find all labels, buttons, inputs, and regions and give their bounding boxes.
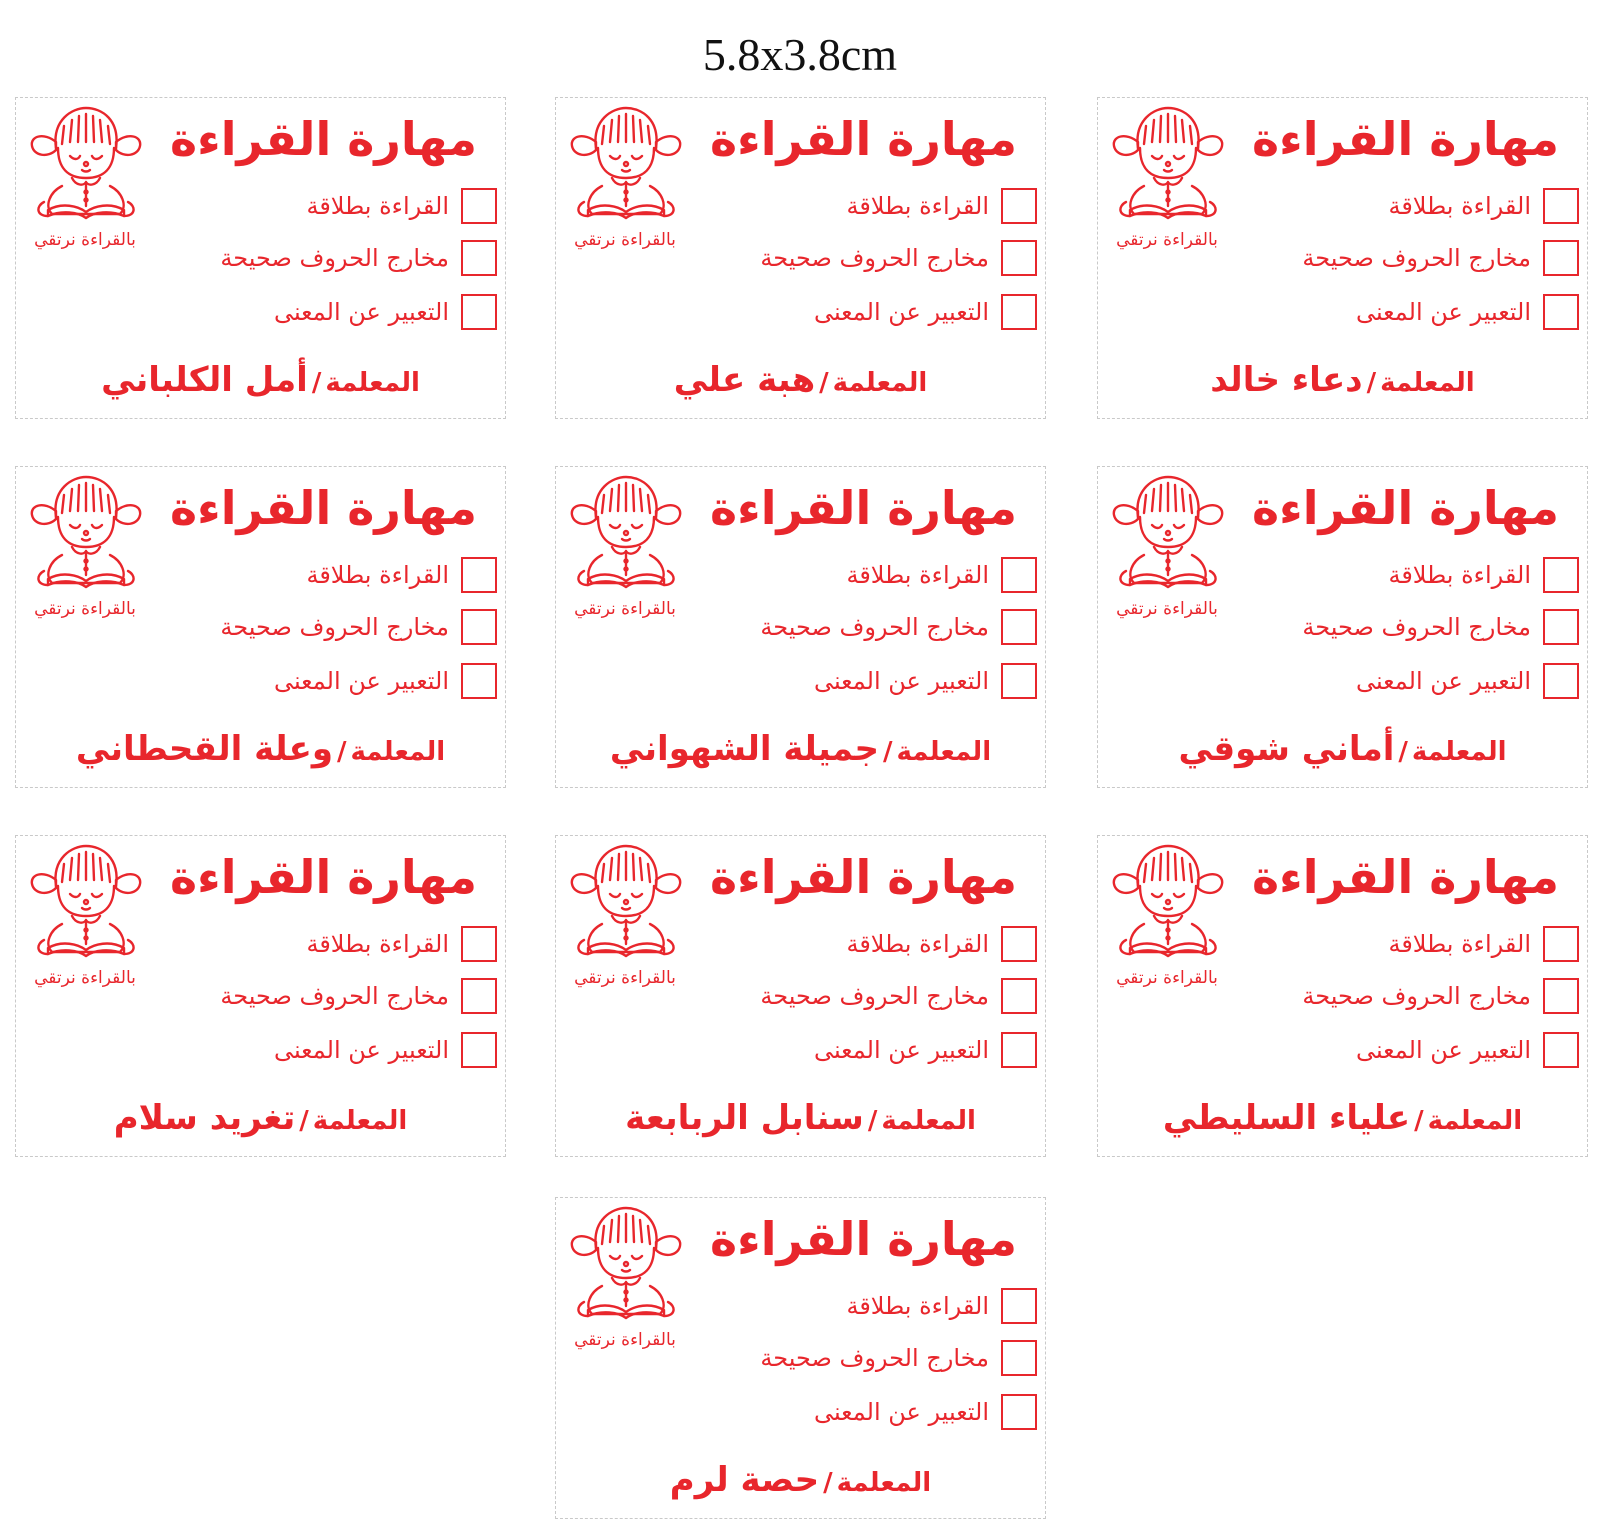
teacher-line [556,1460,1045,1506]
checklist-item-pronunciation [1302,238,1579,278]
motto-text: بالقراءة نرتقي [574,599,676,619]
stamp-card[interactable] [1097,97,1588,419]
item-label: التعبير عن المعنى [813,1398,989,1426]
checkbox[interactable] [1001,1288,1037,1324]
motto-text: بالقراءة نرتقي [574,1330,676,1350]
item-label: التعبير عن المعنى [813,298,989,326]
motto-text: بالقراءة نرتقي [574,968,676,988]
checkbox[interactable] [461,294,497,330]
item-label: التعبير عن المعنى [813,1036,989,1064]
item-label: مخارج الحروف صحيحة [220,613,449,641]
checklist-item-fluency [306,186,497,226]
item-label: مخارج الحروف صحيحة [760,244,989,272]
teacher-separator: / [311,368,322,398]
teacher-label: المعلمة [325,368,420,398]
item-label: مخارج الحروف صحيحة [220,244,449,272]
checkbox[interactable] [1543,188,1579,224]
stamp-title: مهارة القراءة [170,112,477,166]
stamp-title: مهارة القراءة [710,112,1017,166]
item-label: مخارج الحروف صحيحة [760,1344,989,1372]
teacher-separator: / [299,1106,309,1136]
checklist-item-pronunciation [220,607,497,647]
teacher-line [1098,1098,1587,1144]
item-label: القراءة بطلاقة [306,930,449,958]
teacher-name: علياء السليطي [1162,1098,1411,1138]
checkbox[interactable] [461,663,497,699]
checkbox[interactable] [1001,557,1037,593]
item-label: القراءة بطلاقة [306,192,449,220]
item-label: التعبير عن المعنى [1355,1036,1531,1064]
checkbox[interactable] [1001,1340,1037,1376]
item-label: التعبير عن المعنى [273,298,449,326]
checkbox[interactable] [1001,663,1037,699]
stamp-title: مهارة القراءة [710,481,1017,535]
checklist-item-fluency [846,186,1037,226]
item-label: القراءة بطلاقة [846,192,989,220]
motto-text: بالقراءة نرتقي [1116,599,1218,619]
checklist-item-fluency [846,1286,1037,1326]
item-label: القراءة بطلاقة [846,1292,989,1320]
checkbox[interactable] [461,557,497,593]
checklist-item-fluency [1388,924,1579,964]
checkbox[interactable] [461,240,497,276]
item-label: التعبير عن المعنى [273,1036,449,1064]
checkbox[interactable] [461,926,497,962]
checklist-item-fluency [1388,186,1579,226]
checklist-item-fluency [306,555,497,595]
girl-reading-icon [1104,471,1232,595]
teacher-line [556,1098,1045,1144]
teacher-separator: / [1366,368,1377,398]
teacher-line [16,1098,505,1144]
motto-text: بالقراءة نرتقي [1116,230,1218,250]
item-label: مخارج الحروف صحيحة [760,982,989,1010]
teacher-label: المعلمة [881,1106,976,1136]
checklist-item-pronunciation [1302,976,1579,1016]
checkbox[interactable] [1001,294,1037,330]
girl-reading-icon [22,102,150,226]
stamp-card[interactable] [555,97,1046,419]
teacher-label: المعلمة [1380,368,1475,398]
checkbox[interactable] [461,609,497,645]
stamp-card[interactable] [555,466,1046,788]
teacher-separator: / [867,1106,878,1136]
item-label: مخارج الحروف صحيحة [1302,613,1531,641]
girl-reading-icon [562,1202,690,1326]
girl-reading-icon [562,102,690,226]
teacher-name: وعلة القحطاني [75,729,334,769]
stamp-card[interactable] [1097,466,1588,788]
teacher-name: هبة علي [673,360,816,400]
stamp-card[interactable] [15,466,506,788]
checklist-item-pronunciation [220,976,497,1016]
checklist-item-expression [814,661,1037,701]
stamp-card[interactable] [555,835,1046,1157]
item-label: القراءة بطلاقة [1388,930,1531,958]
checklist-item-fluency [1388,555,1579,595]
checkbox[interactable] [1543,926,1579,962]
checkbox[interactable] [1543,1032,1579,1068]
stamp-title: مهارة القراءة [170,481,477,535]
checkbox[interactable] [1001,188,1037,224]
checkbox[interactable] [461,978,497,1014]
girl-reading-icon [22,471,150,595]
teacher-separator: / [819,368,829,398]
checkbox[interactable] [1543,663,1579,699]
teacher-line [16,360,505,406]
item-label: القراءة بطلاقة [846,561,989,589]
checklist-item-expression [814,1030,1037,1070]
checklist-item-expression [274,292,497,332]
teacher-line [1098,360,1587,406]
teacher-name: أمل الكلباني [101,360,308,400]
checkbox[interactable] [1001,1032,1037,1068]
item-label: مخارج الحروف صحيحة [1302,982,1531,1010]
checklist-item-expression [1356,292,1579,332]
stamp-title: مهارة القراءة [1252,112,1559,166]
item-label: مخارج الحروف صحيحة [220,982,449,1010]
motto-text: بالقراءة نرتقي [34,968,136,988]
item-label: القراءة بطلاقة [1388,561,1531,589]
teacher-label: المعلمة [312,1106,408,1136]
checkbox[interactable] [1001,609,1037,645]
teacher-name: سنابل الربابعة [625,1098,864,1138]
checkbox[interactable] [461,188,497,224]
checkbox[interactable] [1001,240,1037,276]
teacher-line [556,729,1045,775]
checkbox[interactable] [1001,926,1037,962]
teacher-separator: / [883,737,893,767]
checkbox[interactable] [1543,609,1579,645]
checkbox[interactable] [1543,240,1579,276]
girl-reading-icon [22,840,150,964]
stamp-card[interactable] [15,97,506,419]
stamp-title: مهارة القراءة [1252,850,1559,904]
item-label: التعبير عن المعنى [1355,298,1531,326]
girl-reading-icon [1104,840,1232,964]
checklist-item-pronunciation [760,1338,1037,1378]
item-label: التعبير عن المعنى [813,667,989,695]
teacher-line [16,729,505,775]
item-label: التعبير عن المعنى [273,667,449,695]
stamp-title: مهارة القراءة [710,850,1017,904]
teacher-name: تغريد سلام [113,1098,296,1138]
teacher-name: أماني شوقي [1178,729,1395,769]
item-label: التعبير عن المعنى [1355,667,1531,695]
teacher-label: المعلمة [836,1468,932,1498]
checkbox[interactable] [1543,294,1579,330]
teacher-separator: / [1414,1106,1424,1136]
item-label: القراءة بطلاقة [1388,192,1531,220]
checkbox[interactable] [1543,557,1579,593]
teacher-name: دعاء خالد [1210,360,1363,400]
teacher-separator: / [1398,737,1408,767]
teacher-label: المعلمة [350,737,446,767]
checkbox[interactable] [1001,1394,1037,1430]
checklist-item-pronunciation [760,238,1037,278]
stamp-card[interactable] [15,835,506,1157]
teacher-name: حصة لرم [669,1460,820,1500]
checklist-item-expression [274,661,497,701]
checklist-item-fluency [846,555,1037,595]
stamp-title: مهارة القراءة [170,850,477,904]
checklist-item-pronunciation [220,238,497,278]
item-label: القراءة بطلاقة [846,930,989,958]
checklist-item-fluency [846,924,1037,964]
stamp-card[interactable] [555,1197,1046,1519]
teacher-line [1098,729,1587,775]
size-label: 5.8x3.8cm [702,29,898,80]
checklist-item-pronunciation [760,607,1037,647]
stamp-title: مهارة القراءة [1252,481,1559,535]
checkbox[interactable] [1001,978,1037,1014]
girl-reading-icon [1104,102,1232,226]
item-label: مخارج الحروف صحيحة [1302,244,1531,272]
checklist-item-pronunciation [1302,607,1579,647]
checklist-item-expression [814,1392,1037,1432]
stamp-card[interactable] [1097,835,1588,1157]
checklist-item-pronunciation [760,976,1037,1016]
teacher-name: جميلة الشهواني [609,729,880,769]
teacher-label: المعلمة [1427,1106,1523,1136]
teacher-separator: / [823,1468,833,1498]
checkbox[interactable] [1543,978,1579,1014]
item-label: مخارج الحروف صحيحة [760,613,989,641]
checkbox[interactable] [461,1032,497,1068]
motto-text: بالقراءة نرتقي [1116,968,1218,988]
teacher-separator: / [337,737,347,767]
checklist-item-expression [814,292,1037,332]
motto-text: بالقراءة نرتقي [34,230,136,250]
checklist-item-expression [1356,661,1579,701]
item-label: القراءة بطلاقة [306,561,449,589]
teacher-label: المعلمة [832,368,928,398]
motto-text: بالقراءة نرتقي [34,599,136,619]
girl-reading-icon [562,840,690,964]
checklist-item-expression [274,1030,497,1070]
teacher-line [556,360,1045,406]
motto-text: بالقراءة نرتقي [574,230,676,250]
teacher-label: المعلمة [896,737,992,767]
checklist-item-expression [1356,1030,1579,1070]
girl-reading-icon [562,471,690,595]
teacher-label: المعلمة [1411,737,1507,767]
stamp-title: مهارة القراءة [710,1212,1017,1266]
checklist-item-fluency [306,924,497,964]
